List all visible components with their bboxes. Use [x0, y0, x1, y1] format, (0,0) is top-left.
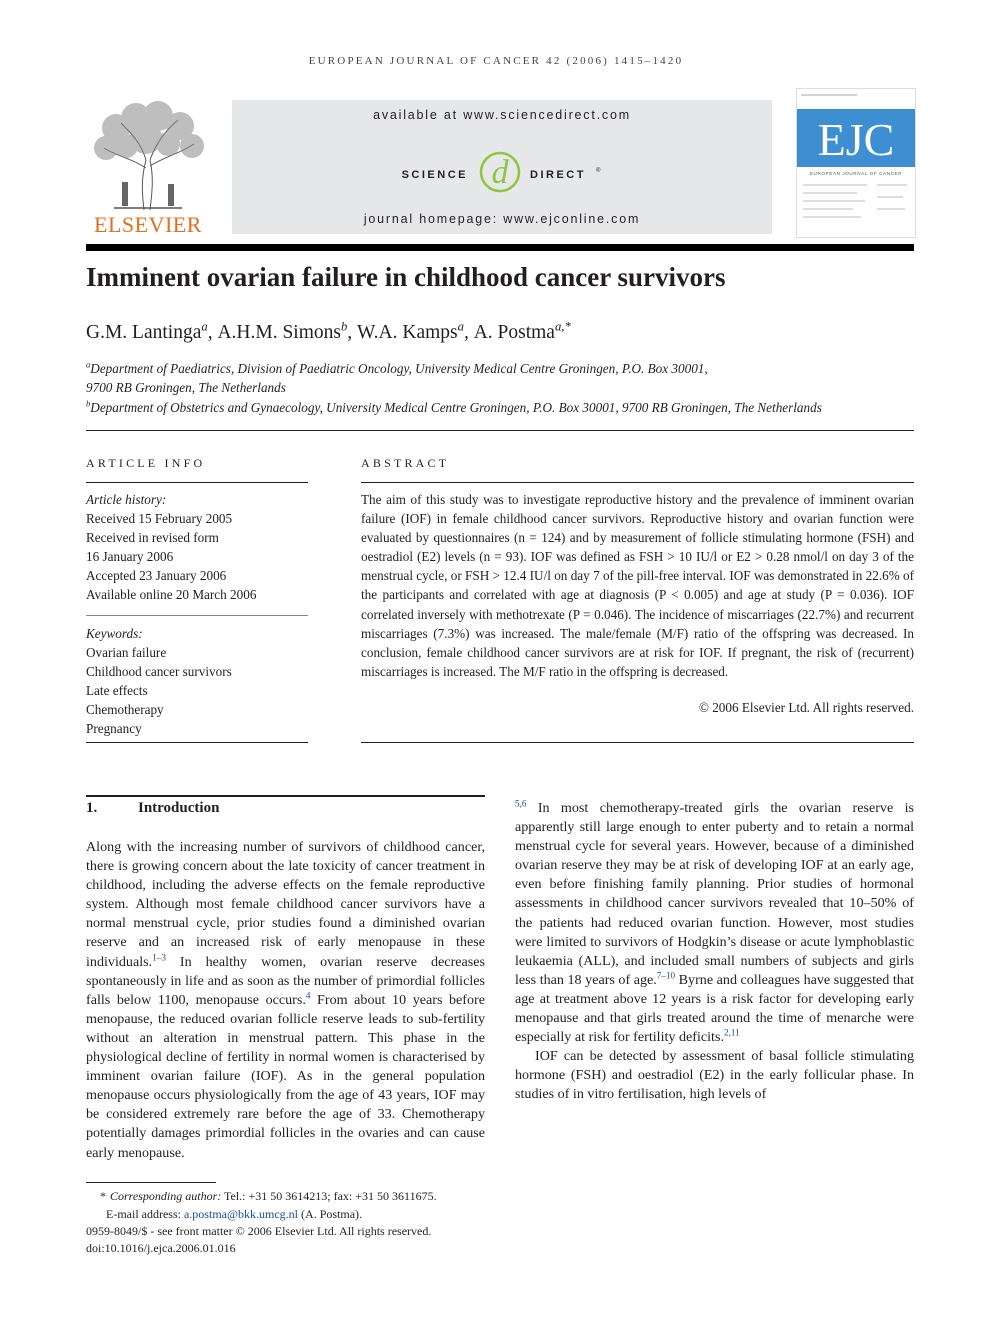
- author-affil-mark: a,*: [554, 319, 571, 334]
- body-column-right: [515, 799, 914, 1105]
- svg-text:d: d: [491, 154, 509, 191]
- affiliation-a: [86, 359, 916, 397]
- citation-link[interactable]: 5,6: [515, 798, 527, 809]
- section-title: Introduction: [138, 800, 220, 816]
- footnote-mark: *: [100, 1189, 106, 1203]
- history-item: 16 January 2006: [86, 549, 174, 564]
- ejc-cover-title: EJC: [817, 114, 895, 165]
- author-name[interactable]: A.H.M. Simons: [217, 322, 341, 343]
- citation-link[interactable]: 2,11: [723, 1027, 740, 1038]
- doi-line[interactable]: doi:10.1016/j.ejca.2006.01.016: [86, 1241, 236, 1255]
- article-info-rule: [86, 482, 308, 483]
- keywords-rule: [86, 615, 308, 616]
- corresponding-author-note: [86, 1188, 686, 1205]
- ejc-cover-subtitle: EUROPEAN JOURNAL OF CANCER: [809, 171, 903, 176]
- issn-line: 0959-8049/$ - see front matter © 2006 Elsevier Ltd. All rights reserved.: [86, 1224, 432, 1238]
- body-text: From about 10 years before menopause, the reduced ovarian follicle reserve leads to sub-fertility without an alteration in menstrual pattern. This phase in the physiological decline of fertility in normal women is characterised by imminent ovarian failure (IOF). As in the general population menopause occurs physiologically from the age of 43 years, IOF may be considered extremely rare before the age of 33. Chemotherapy potentially damages primordial follicles in the ovaries and can cause early menopause.: [86, 991, 485, 1161]
- affiliation-a-line2: 9700 RB Groningen, The Netherlands: [86, 380, 286, 395]
- sciencedirect-logo: [232, 144, 772, 200]
- author-affil-mark: a: [457, 319, 464, 334]
- citation-link[interactable]: 4: [305, 990, 311, 1001]
- keywords-label: Keywords:: [86, 626, 143, 641]
- sciencedirect-banner: [232, 100, 772, 234]
- available-at-text[interactable]: available at www.sciencedirect.com: [373, 108, 631, 122]
- history-item: Accepted 23 January 2006: [86, 568, 227, 583]
- keyword-item[interactable]: Chemotherapy: [86, 702, 164, 717]
- author-name[interactable]: A. Postma: [473, 322, 555, 343]
- keywords-bottom-rule: [86, 742, 308, 743]
- history-item: Available online 20 March 2006: [86, 587, 257, 602]
- affiliation-b-line1: Department of Obstetrics and Gynaecology, University Medical Centre Groningen, P.O. Box 30001, 9700 RB Groningen, The Netherlands: [90, 400, 822, 415]
- body-text: In healthy women, ovarian reserve decreases spontaneously in life and as soon as the number of primordial follicles falls below 1100, menopause occurs.: [86, 953, 485, 1008]
- history-item: Received 15 February 2005: [86, 511, 233, 526]
- email-note: [106, 1206, 706, 1223]
- abstract-bottom-rule: [361, 742, 914, 743]
- email-label: E-mail address:: [106, 1207, 184, 1221]
- sd-logo-right: DIRECT: [530, 169, 586, 181]
- corresponding-contact: Tel.: +31 50 3614213; fax: +31 50 3611675.: [221, 1189, 437, 1203]
- article-title: Imminent ovarian failure in childhood cancer survivors: [86, 262, 726, 292]
- body-text: Byrne and colleagues have suggested that age at treatment above 12 years is a risk factor for developing early menopause and that girls treated around the time of menarche were especially at risk for fertility deficits.: [515, 971, 914, 1046]
- history-item: Received in revised form: [86, 530, 219, 545]
- sd-logo-left: SCIENCE: [401, 169, 468, 181]
- citation-link[interactable]: 1–3: [152, 951, 166, 962]
- body-column-left: [86, 838, 485, 1163]
- footnote-rule: [86, 1182, 216, 1183]
- author-affil-mark: b: [340, 319, 348, 334]
- body-paragraph: IOF can be detected by assessment of basal follicle stimulating hormone (FSH) and oestradiol (E2) in the early follicular phase. In studies of in vitro fertilisation, high levels of: [515, 1048, 914, 1103]
- ejc-cover-thumbnail: [796, 88, 916, 238]
- elsevier-wordmark: ELSEVIER: [94, 212, 202, 237]
- keyword-item[interactable]: Pregnancy: [86, 721, 142, 736]
- email-link[interactable]: a.postma@bkk.umcg.nl: [183, 1207, 299, 1221]
- journal-homepage-text[interactable]: journal homepage: www.ejconline.com: [363, 212, 641, 226]
- body-text: In most chemotherapy-treated girls the ovarian reserve is apparently still large enough to enter puberty and to retain a normal menstrual cycle for several years. However, because of a diminished ovarian reserve they may be at risk of developing IOF at an early age, even before finishing family planning. Prior studies of hormonal assessments in childhood cancer survivors revealed that 10–50% of the patients had reduced ovarian function. However, most studies were limited to survivors of Hodgkin’s disease or acute lymphoblastic leukaemia (ALL), and included small numbers of subjects and girls less than 18 years of age.: [515, 800, 914, 988]
- header-rule: [86, 244, 914, 251]
- affiliation-rule: [86, 430, 914, 431]
- sd-logo-reg: ®: [596, 168, 601, 174]
- article-info-heading: ARTICLE INFO: [86, 456, 206, 470]
- section-heading: [86, 800, 219, 817]
- author-list: G.M. Lantinga$^a$, A.H.M. Simons$^b$, W.A. Kamps$^a$, A. Postma$^{a,*}$: [86, 319, 571, 343]
- article-history-label: Article history:: [86, 492, 167, 507]
- author-name[interactable]: G.M. Lantinga: [86, 322, 202, 343]
- author-name[interactable]: W.A. Kamps: [357, 322, 458, 343]
- email-suffix: (A. Postma).: [298, 1207, 363, 1221]
- running-head: EUROPEAN JOURNAL OF CANCER 42 (2006) 1415–1420: [308, 55, 684, 67]
- body-paragraph: [86, 838, 485, 1163]
- body-text: Along with the increasing number of survivors of childhood cancer, there is growing concern about the late toxicity of cancer treatment in childhood, including the adverse effects on the female reproductive system. Although most female childhood cancer survivors have a normal menstrual cycle, prior studies found a diminished ovarian reserve and an increased risk of early menopause in these individuals.: [86, 839, 485, 970]
- body-paragraph: [515, 799, 914, 1047]
- affiliation-mark: b: [86, 398, 91, 409]
- corresponding-label: Corresponding author:: [110, 1189, 222, 1203]
- author-affil-mark: a: [201, 319, 208, 334]
- abstract-copyright: © 2006 Elsevier Ltd. All rights reserved.: [698, 700, 914, 715]
- intro-top-rule: [86, 795, 485, 797]
- abstract-text: The aim of this study was to investigate reproductive history and the prevalence of imminent ovarian failure (IOF) in female childhood cancer survivors. Reproductive history and ovarian function were evaluated by questionnaires (n = 124) and by measurement of follicle stimulating hormone (FSH) and oestradiol (E2) levels (n = 93). IOF was defined as FSH > 10 IU/l or E2 > 0.28 nmol/l on day 3 of the menstrual cycle, or FSH > 12.4 IU/l on day 7 of the pill-free interval. IOF was demonstrated in 22.6% of the participants and correlated with age at diagnosis (P < 0.005) and age at study (P = 0.036). IOF correlated inversely with methotrexate (P = 0.046). The incidence of miscarriages (22.7%) and recurrent miscarriages (7.3%) was increased. The male/female (M/F) ratio of the offspring was decreased. In conclusion, female childhood cancer survivors are at risk for IOF. If pregnant, the risk of (recurrent) miscarriages is increased. The M/F ratio in the offspring is decreased.: [361, 492, 914, 679]
- citation-link[interactable]: 7–10: [656, 970, 676, 981]
- affiliation-a-line1: Department of Paediatrics, Division of Paediatric Oncology, University Medical Centre Groningen, P.O. Box 30001,: [90, 361, 708, 376]
- section-number: 1.: [86, 800, 98, 816]
- ejc-cover-graphic: [797, 89, 915, 237]
- keyword-item[interactable]: Late effects: [86, 683, 148, 698]
- abstract-heading: ABSTRACT: [361, 456, 450, 470]
- affiliation-b: [86, 398, 916, 417]
- keyword-item[interactable]: Childhood cancer survivors: [86, 664, 232, 679]
- abstract-rule: [361, 482, 914, 483]
- affiliation-mark: a: [86, 359, 91, 370]
- keyword-item[interactable]: Ovarian failure: [86, 645, 167, 660]
